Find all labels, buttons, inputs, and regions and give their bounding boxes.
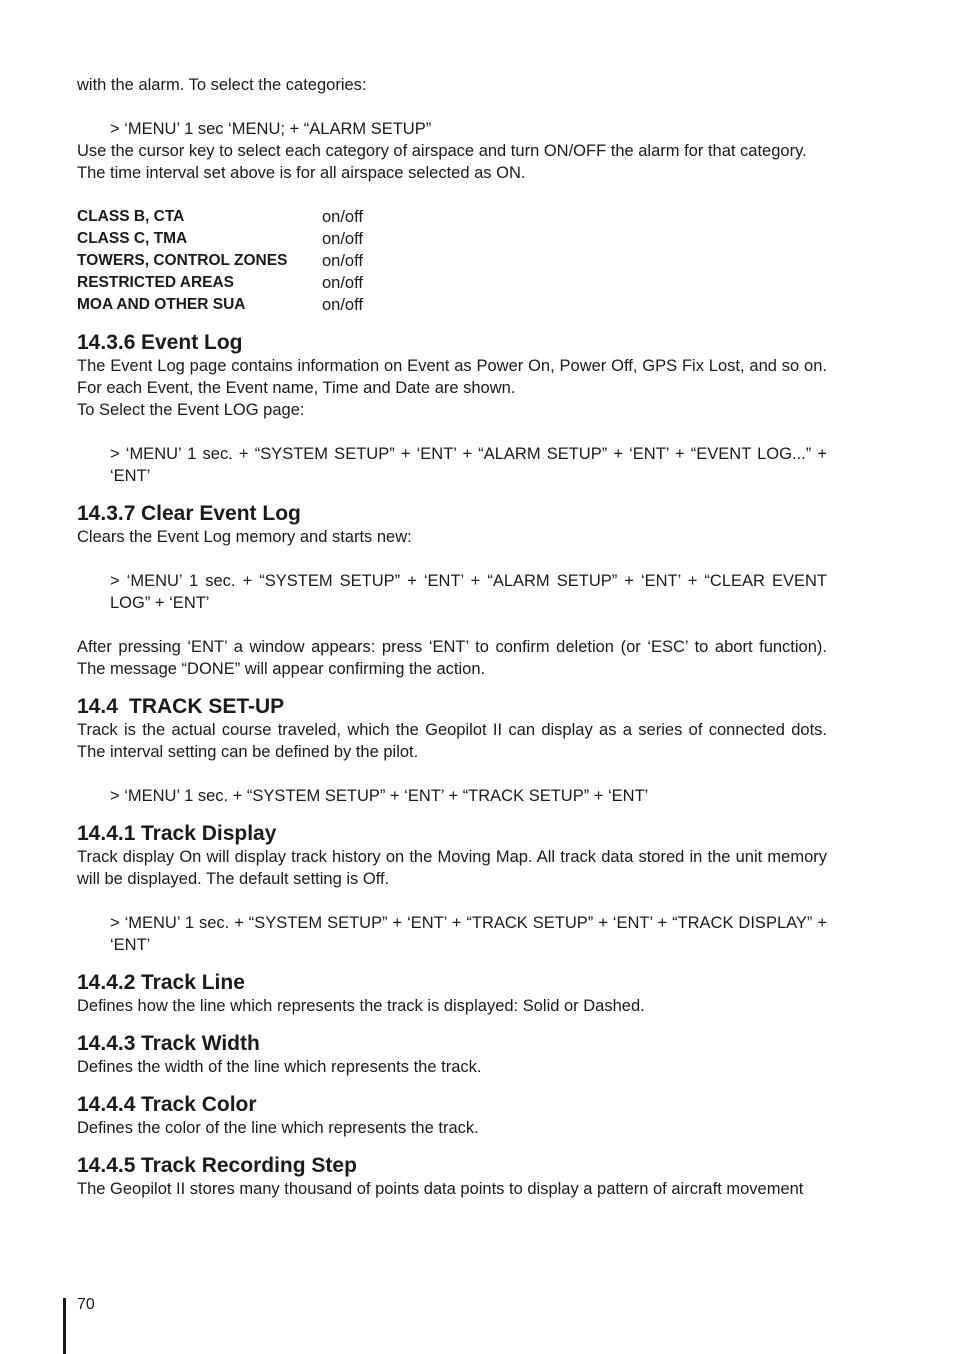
paragraph: Defines the width of the line which represents the track. (77, 1058, 482, 1076)
page-margin-bar (63, 1298, 66, 1354)
category-label: TOWERS, CONTROL ZONES (77, 252, 288, 269)
category-label: CLASS C, TMA (77, 230, 188, 247)
paragraph: To Select the Event LOG page: (77, 401, 305, 419)
section-number: 14.4.2 (77, 971, 136, 994)
section-number: 14.4.1 (77, 822, 136, 845)
page-content (77, 74, 827, 1200)
section-heading-track-width (77, 1032, 827, 1056)
section-number: 14.4 (77, 695, 118, 718)
section-title: Clear Event Log (141, 502, 301, 525)
section-number: 14.4.5 (77, 1154, 136, 1177)
paragraph: Use the cursor key to select each category of airspace and turn ON/OFF the alarm for that category. The time interval set above is for all airspace selected as ON. (77, 142, 807, 182)
page-number: 70 (77, 1296, 95, 1313)
section-number: 14.4.3 (77, 1032, 136, 1055)
section-title: Track Color (141, 1093, 257, 1116)
category-value: on/off (322, 274, 363, 292)
paragraph: The Event Log page contains information on Event as Power On, Power Off, GPS Fix Lost, and so on. For each Event, the Event name, Time and Date are shown. (77, 357, 827, 397)
table-row (77, 250, 363, 272)
section-title: Track Recording Step (141, 1154, 357, 1177)
section-title: Track Line (141, 971, 245, 994)
table-row (77, 294, 363, 316)
section-title: Track Width (141, 1032, 260, 1055)
table-row (77, 206, 363, 228)
section-number: 14.3.6 (77, 331, 136, 354)
category-value: on/off (322, 296, 363, 314)
intro-line: with the alarm. To select the categories: (77, 76, 367, 94)
table-row (77, 228, 363, 250)
section-heading-track-display (77, 822, 827, 846)
category-label: CLASS B, CTA (77, 208, 185, 225)
category-value: on/off (322, 208, 363, 226)
paragraph: Defines the color of the line which represents the track. (77, 1119, 479, 1137)
command-line: > ‘MENU’ 1 sec. + “SYSTEM SETUP” + ‘ENT’ + “TRACK SETUP” + ‘ENT’ (110, 787, 649, 805)
alarm-category-table (77, 206, 363, 316)
paragraph: Track is the actual course traveled, which the Geopilot II can display as a series of connected dots. The interval setting can be defined by the pilot. (77, 721, 827, 761)
section-heading-track-recording-step (77, 1154, 827, 1178)
category-value: on/off (322, 252, 363, 270)
section-title: Event Log (141, 331, 243, 354)
command-line: > ‘MENU’ 1 sec ‘MENU; + “ALARM SETUP” (110, 120, 432, 138)
section-heading-event-log (77, 331, 827, 355)
category-label: MOA AND OTHER SUA (77, 296, 246, 313)
section-number: 14.3.7 (77, 502, 136, 525)
paragraph: Clears the Event Log memory and starts new: (77, 528, 412, 546)
section-number: 14.4.4 (77, 1093, 136, 1116)
section-title: Track Display (141, 822, 277, 845)
category-label: RESTRICTED AREAS (77, 274, 235, 291)
paragraph: Defines how the line which represents the track is displayed: Solid or Dashed. (77, 997, 645, 1015)
command-line: > ‘MENU’ 1 sec. + “SYSTEM SETUP” + ‘ENT’ + “TRACK SETUP” + ‘ENT’ + “TRACK DISPLAY” + ‘ENT’ (110, 914, 827, 954)
command-line: > ‘MENU’ 1 sec. + “SYSTEM SETUP” + ‘ENT’ + “ALARM SETUP” + ‘ENT’ + “EVENT LOG...” + ‘ENT’ (110, 445, 827, 485)
section-heading-track-line (77, 971, 827, 995)
section-heading-clear-event-log (77, 502, 827, 526)
category-value: on/off (322, 230, 363, 248)
section-heading-track-setup (77, 695, 827, 719)
table-row (77, 272, 363, 294)
paragraph: The Geopilot II stores many thousand of points data points to display a pattern of aircraft movement (77, 1180, 804, 1198)
paragraph: After pressing ‘ENT’ a window appears: press ‘ENT’ to confirm deletion (or ‘ESC’ to abort function). The message “DONE” will appear confirming the action. (77, 638, 827, 678)
paragraph: Track display On will display track history on the Moving Map. All track data stored in the unit memory will be displayed. The default setting is Off. (77, 848, 827, 888)
section-heading-track-color (77, 1093, 827, 1117)
section-title: TRACK SET-UP (129, 695, 285, 718)
command-line: > ‘MENU’ 1 sec. + “SYSTEM SETUP” + ‘ENT’ + “ALARM SETUP” + ‘ENT’ + “CLEAR EVENT LOG” + ‘ENT’ (110, 572, 827, 612)
